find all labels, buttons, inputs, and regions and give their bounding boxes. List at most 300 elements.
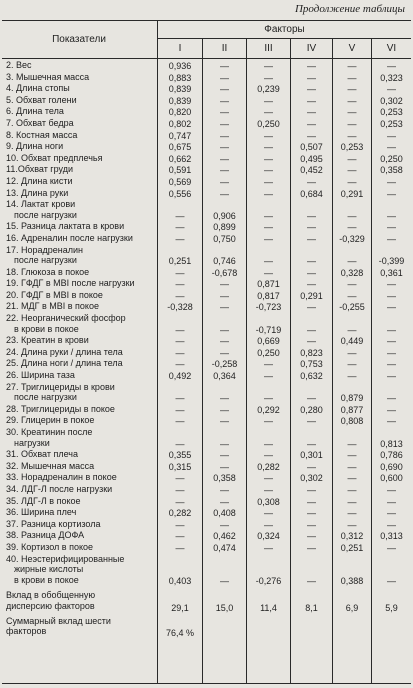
- loading-cell: 0,839: [168, 84, 192, 95]
- loading-cell: 29,1: [171, 602, 189, 613]
- indicator-name-line: 30. Креатинин после: [6, 427, 93, 437]
- loading-cell: 0,813: [380, 438, 403, 449]
- indicator-name: [6, 221, 156, 232]
- loading-cell: —: [387, 359, 396, 370]
- loading-cell: —: [264, 222, 273, 233]
- loading-cell: —: [175, 438, 185, 449]
- loading-cell: 0,251: [340, 542, 364, 553]
- loading-cell: —: [175, 542, 185, 553]
- indicator-name-line: после нагрузки: [14, 255, 77, 266]
- table-row: [0, 221, 413, 233]
- loading-cell: 0,364: [213, 371, 236, 382]
- loading-cell: —: [387, 347, 396, 358]
- loading-cell: —: [347, 450, 357, 461]
- loading-cell: —: [220, 176, 229, 187]
- loading-cell: 0,936: [168, 61, 192, 71]
- loading-cell: 5,9: [385, 602, 398, 613]
- loading-cell: —: [220, 404, 229, 415]
- loading-cell: —: [347, 438, 357, 449]
- loading-cell: —: [264, 153, 273, 164]
- loading-cell: —: [220, 95, 229, 106]
- loading-cell: —: [264, 508, 273, 519]
- indicator-name: [6, 542, 156, 553]
- loading-cell: —: [175, 210, 185, 221]
- factor-column-header: III: [264, 43, 273, 54]
- table-row: [0, 415, 413, 427]
- loading-cell: —: [264, 233, 273, 244]
- loading-cell: —: [220, 519, 229, 530]
- loading-cell: —: [220, 484, 229, 495]
- indicator-name: [6, 245, 156, 266]
- loading-cell: —: [307, 84, 316, 95]
- loading-cell: 0,690: [380, 461, 403, 472]
- loading-cell: —: [347, 359, 357, 370]
- indicator-name-line: 27. Триглицериды в крови: [6, 381, 115, 392]
- loading-cell: 0,883: [168, 72, 192, 83]
- loading-cell: -0,678: [211, 267, 238, 278]
- loading-cell: 0,462: [213, 531, 236, 542]
- loading-cell: —: [220, 393, 229, 404]
- loading-cell: -0,399: [378, 256, 405, 267]
- loading-cell: 0,315: [168, 461, 192, 472]
- loading-cell: —: [387, 404, 396, 415]
- indicator-name-line: 3. Мышечная масса: [6, 71, 90, 82]
- loading-cell: —: [387, 142, 396, 153]
- indicator-name-line: 6. Длина тела: [6, 106, 64, 117]
- loading-cell: —: [347, 290, 357, 301]
- indicator-name: [6, 141, 156, 152]
- loading-cell: —: [307, 542, 316, 553]
- loading-cell: -0,258: [211, 359, 238, 370]
- indicator-name: [6, 72, 156, 83]
- loading-cell: —: [387, 61, 396, 71]
- loading-cell: 0,250: [380, 153, 403, 164]
- loading-cell: —: [307, 107, 316, 118]
- table-row: [0, 358, 413, 370]
- loading-cell: 0,600: [380, 473, 403, 484]
- loading-cell: —: [264, 176, 273, 187]
- indicator-name-line: после нагрузки: [14, 392, 77, 403]
- table-row: [0, 118, 413, 130]
- indicator-name: [6, 484, 156, 495]
- indicator-name-line: 26. Ширина таза: [6, 370, 75, 381]
- loading-cell: 0,301: [300, 450, 323, 461]
- indicator-name-line: 16. Адреналин после нагрузки: [6, 232, 133, 243]
- table-row: [0, 95, 413, 107]
- loading-cell: —: [264, 107, 273, 118]
- loading-cell: —: [175, 519, 185, 530]
- indicator-name-line: факторов: [6, 626, 47, 637]
- loading-cell: —: [307, 575, 316, 586]
- loading-cell: —: [347, 130, 357, 141]
- table-row: [0, 106, 413, 118]
- loading-cell: 0,355: [168, 450, 192, 461]
- indicator-name-line: 10. Обхват предплечья: [6, 152, 103, 163]
- indicator-name: [6, 313, 156, 334]
- loading-cell: —: [387, 575, 396, 586]
- loading-cell: —: [347, 519, 357, 530]
- loading-cell: —: [347, 484, 357, 495]
- indicator-name-line: 24. Длина руки / длина тела: [6, 346, 123, 357]
- loading-cell: —: [264, 188, 273, 199]
- table-row: [0, 153, 413, 165]
- loading-cell: —: [220, 347, 229, 358]
- loading-cell: —: [307, 438, 316, 449]
- loading-cell: —: [220, 153, 229, 164]
- loading-cell: 0,361: [380, 267, 403, 278]
- loading-cell: —: [220, 279, 229, 290]
- loading-cell: —: [347, 256, 357, 267]
- indicator-name-line: после нагрузки: [14, 209, 77, 220]
- indicator-name: [6, 449, 156, 460]
- loading-cell: 0,302: [380, 95, 403, 106]
- indicator-name-line: 19. ГФДГ в МВI после нагрузки: [6, 278, 135, 289]
- loading-cell: —: [347, 347, 357, 358]
- table-bottom-rule: [2, 683, 411, 684]
- loading-cell: —: [264, 371, 273, 382]
- loading-cell: —: [220, 336, 229, 347]
- loading-cell: —: [175, 233, 185, 244]
- table-row: [0, 83, 413, 95]
- table-row: [0, 449, 413, 461]
- table-row: [0, 461, 413, 473]
- indicator-name-line: 31. Обхват плеча: [6, 449, 79, 460]
- loading-cell: —: [387, 496, 396, 507]
- loading-cell: —: [347, 371, 357, 382]
- loading-cell: —: [220, 61, 229, 71]
- loading-cell: 0,906: [213, 210, 236, 221]
- table-row: [0, 290, 413, 302]
- loading-cell: 0,808: [340, 416, 364, 427]
- loading-cell: —: [307, 484, 316, 495]
- loading-cell: —: [347, 461, 357, 472]
- loading-cell: —: [347, 107, 357, 118]
- loading-cell: 0,328: [340, 267, 364, 278]
- indicator-name-line: 33. Норадреналин в покое: [6, 472, 117, 483]
- loading-cell: 0,250: [257, 118, 280, 129]
- indicator-name-line: 32. Мышечная масса: [6, 460, 95, 471]
- loading-cell: —: [347, 153, 357, 164]
- indicator-name-line: 18. Глюкоза в покое: [6, 266, 90, 277]
- table-row: [0, 233, 413, 245]
- loading-cell: 0,403: [168, 575, 192, 586]
- loading-cell: 0,823: [300, 347, 323, 358]
- table-row: [0, 164, 413, 176]
- indicator-name: [6, 370, 156, 381]
- loading-cell: 0,449: [340, 336, 364, 347]
- loading-cell: —: [175, 222, 185, 233]
- table-row: [0, 507, 413, 519]
- loading-cell: 0,358: [380, 165, 403, 176]
- indicator-name-line: 22. Неорганический фосфор: [6, 313, 126, 324]
- table-row: [0, 427, 413, 449]
- table-row: [0, 278, 413, 290]
- table-row: [0, 382, 413, 404]
- loading-cell: —: [175, 290, 185, 301]
- loading-cell: -0,719: [255, 324, 282, 335]
- indicator-name: [6, 404, 156, 415]
- table-row: [0, 370, 413, 382]
- loading-cell: —: [307, 233, 316, 244]
- loading-cell: —: [220, 461, 229, 472]
- loading-cell: —: [387, 324, 396, 335]
- loading-cell: -0,255: [339, 302, 365, 313]
- indicator-name-line: 36. Ширина плеч: [6, 507, 77, 518]
- factor-column-header: I: [178, 43, 182, 54]
- indicator-name-line: 40. Неэстерифицированные: [6, 553, 125, 564]
- indicator-name: [6, 616, 156, 637]
- indicator-name: [6, 507, 156, 518]
- loading-cell: —: [264, 359, 273, 370]
- loading-cell: —: [220, 72, 229, 83]
- loading-cell: —: [264, 165, 273, 176]
- loading-cell: —: [347, 279, 357, 290]
- indicator-name-line: 20. ГФДГ в МВI в покое: [6, 289, 103, 300]
- indicator-name: [6, 519, 156, 530]
- indicator-name: [6, 530, 156, 541]
- loading-cell: 0,302: [300, 473, 323, 484]
- loading-cell: —: [387, 188, 396, 199]
- indicator-name: [6, 335, 156, 346]
- loading-cell: 76,4 %: [165, 628, 195, 639]
- loading-cell: —: [387, 371, 396, 382]
- indicator-name: [6, 415, 156, 426]
- indicator-name: [6, 301, 156, 312]
- indicator-name-line: 37. Разница кортизола: [6, 518, 101, 529]
- loading-cell: —: [264, 267, 273, 278]
- loading-cell: 0,556: [168, 188, 192, 199]
- indicator-name-line: 15. Разница лактата в крови: [6, 221, 125, 232]
- loading-cell: 0,251: [168, 256, 192, 267]
- indicator-name: [6, 153, 156, 164]
- loading-cell: 0,899: [213, 222, 236, 233]
- indicator-name-line: жирные кислоты: [14, 564, 84, 575]
- indicator-name: [6, 164, 156, 175]
- indicator-name-line: 28. Триглицериды в покое: [6, 403, 115, 414]
- loading-cell: 0,786: [380, 450, 403, 461]
- indicator-name: [6, 233, 156, 244]
- indicator-name-line: в крови в покое: [14, 323, 79, 334]
- loading-cell: 0,669: [257, 336, 280, 347]
- loading-cell: 0,312: [340, 531, 364, 542]
- loading-cell: 0,452: [300, 165, 323, 176]
- loading-cell: —: [264, 61, 273, 71]
- loading-cell: —: [175, 496, 185, 507]
- loading-cell: —: [264, 72, 273, 83]
- factor-column-header: IV: [306, 43, 317, 54]
- loading-cell: -0,723: [255, 302, 282, 313]
- table-row: [0, 496, 413, 508]
- loading-cell: —: [264, 416, 273, 427]
- loading-cell: —: [347, 473, 357, 484]
- loading-cell: —: [307, 302, 316, 313]
- table-row: [0, 245, 413, 267]
- loading-cell: 0,358: [213, 473, 236, 484]
- table-row: [0, 404, 413, 416]
- indicator-name-line: 12. Длина кисти: [6, 175, 73, 186]
- loading-cell: —: [307, 336, 316, 347]
- loading-cell: —: [264, 393, 273, 404]
- loading-cell: —: [307, 279, 316, 290]
- loading-cell: —: [307, 267, 316, 278]
- loading-cell: 0,324: [257, 531, 280, 542]
- indicator-name-line: в крови в покое: [14, 574, 79, 585]
- loading-cell: —: [264, 95, 273, 106]
- loading-cell: 0,308: [257, 496, 280, 507]
- table-row: [0, 554, 413, 587]
- loading-cell: —: [220, 84, 229, 95]
- loading-cell: —: [347, 95, 357, 106]
- table-row: [0, 519, 413, 531]
- indicator-name: [6, 278, 156, 289]
- indicator-name: [6, 554, 156, 586]
- factors-header: Факторы: [264, 24, 305, 35]
- loading-cell: 0,569: [168, 176, 192, 187]
- loading-cell: —: [175, 416, 185, 427]
- loading-cell: 0,753: [300, 359, 323, 370]
- loading-cell: 0,253: [340, 142, 364, 153]
- table-row: [0, 72, 413, 84]
- loading-cell: —: [387, 233, 396, 244]
- factor-column-header: VI: [386, 43, 397, 54]
- loading-cell: —: [175, 484, 185, 495]
- indicator-name: [6, 118, 156, 129]
- loading-cell: —: [264, 142, 273, 153]
- loading-cell: 0,474: [213, 542, 236, 553]
- indicator-name: [6, 347, 156, 358]
- indicator-name: [6, 461, 156, 472]
- loading-cell: -0,276: [255, 575, 282, 586]
- loading-cell: —: [264, 519, 273, 530]
- loading-cell: —: [307, 222, 316, 233]
- loading-cell: -0,328: [167, 302, 193, 313]
- loading-cell: —: [307, 324, 316, 335]
- loading-cell: —: [175, 473, 185, 484]
- indicator-name-line: 2. Вес: [6, 60, 32, 70]
- indicator-name-line: дисперсию факторов: [6, 600, 95, 611]
- loading-cell: —: [175, 267, 185, 278]
- loading-cell: —: [264, 438, 273, 449]
- indicator-name-line: 11.Обхват груди: [6, 164, 73, 175]
- table-row: [0, 347, 413, 359]
- loading-cell: 0,675: [168, 142, 192, 153]
- loading-cell: —: [387, 130, 396, 141]
- loading-cell: 0,408: [213, 508, 236, 519]
- indicator-name-line: нагрузки: [14, 437, 50, 448]
- table-row: [0, 335, 413, 347]
- loading-cell: —: [387, 84, 396, 95]
- table-row: [0, 530, 413, 542]
- indicator-name: [6, 382, 156, 403]
- indicator-name-line: 13. Длина руки: [6, 187, 69, 198]
- loading-cell: 0,746: [213, 256, 236, 267]
- loading-cell: 0,820: [168, 107, 192, 118]
- loading-cell: 0,250: [257, 347, 280, 358]
- indicator-name-line: 21. МДГ в МВI в покое: [6, 301, 99, 312]
- loading-cell: —: [264, 542, 273, 553]
- indicator-name: [6, 267, 156, 278]
- indicator-name: [6, 95, 156, 106]
- loading-cell: —: [175, 279, 185, 290]
- table-body: [0, 60, 413, 639]
- loading-cell: —: [347, 176, 357, 187]
- loading-cell: 11,4: [260, 602, 277, 613]
- table-row: [0, 267, 413, 279]
- loading-cell: —: [264, 484, 273, 495]
- loading-cell: —: [387, 279, 396, 290]
- indicator-name-line: 9. Длина ноги: [6, 141, 64, 152]
- indicator-name: [6, 83, 156, 94]
- loading-cell: 0,879: [340, 393, 364, 404]
- indicator-name: [6, 188, 156, 199]
- loading-cell: 0,839: [168, 95, 192, 106]
- indicator-name: [6, 472, 156, 483]
- loading-cell: 0,632: [300, 371, 323, 382]
- loading-cell: —: [307, 496, 316, 507]
- loading-cell: —: [387, 210, 396, 221]
- loading-cell: 0,750: [213, 233, 236, 244]
- loading-cell: —: [307, 118, 316, 129]
- table-row: [0, 301, 413, 313]
- indicator-name: [6, 199, 156, 220]
- loading-cell: 0,684: [300, 188, 323, 199]
- loading-cell: —: [220, 496, 229, 507]
- loading-cell: -0,329: [339, 233, 365, 244]
- indicator-name-line: 7. Обхват бедра: [6, 117, 74, 128]
- loading-cell: —: [307, 393, 316, 404]
- loading-cell: —: [220, 165, 229, 176]
- indicator-name-line: 4. Длина стопы: [6, 83, 70, 94]
- factor-column-header: V: [348, 43, 356, 54]
- loading-cell: 0,282: [168, 508, 192, 519]
- indicator-name-line: Вклад в обобщенную: [6, 590, 96, 601]
- loading-cell: 0,292: [257, 404, 280, 415]
- loading-cell: 0,817: [257, 290, 280, 301]
- loading-cell: —: [220, 302, 229, 313]
- indicator-name-line: 8. Костная масса: [6, 129, 78, 140]
- loading-cell: —: [307, 210, 316, 221]
- indicator-name-line: 17. Норадреналин: [6, 244, 84, 255]
- indicator-name: [6, 290, 156, 301]
- loading-cell: —: [347, 72, 357, 83]
- loading-cell: 0,871: [257, 279, 280, 290]
- indicator-name-line: 34. ЛДГ-Л после нагрузки: [6, 483, 113, 494]
- loading-cell: —: [347, 118, 357, 129]
- loading-cell: 0,877: [340, 404, 364, 415]
- loading-cell: —: [347, 84, 357, 95]
- loading-cell: 0,239: [257, 84, 280, 95]
- loading-cell: —: [220, 107, 229, 118]
- loading-cell: —: [307, 95, 316, 106]
- loading-cell: —: [347, 508, 357, 519]
- loading-cell: 6,9: [345, 602, 359, 613]
- summary-row: [0, 590, 413, 613]
- loading-cell: —: [220, 130, 229, 141]
- factor-column-header: II: [221, 43, 228, 54]
- loading-cell: —: [387, 393, 396, 404]
- table-row: [0, 176, 413, 188]
- loading-cell: —: [264, 256, 273, 267]
- table-row: [0, 60, 413, 72]
- loading-cell: 0,662: [168, 153, 192, 164]
- loading-cell: —: [387, 519, 396, 530]
- loading-cell: —: [264, 210, 273, 221]
- loading-cell: 0,291: [340, 188, 364, 199]
- loading-cell: —: [264, 130, 273, 141]
- loading-cell: —: [387, 542, 396, 553]
- loading-cell: —: [175, 531, 185, 542]
- indicator-name: [6, 130, 156, 141]
